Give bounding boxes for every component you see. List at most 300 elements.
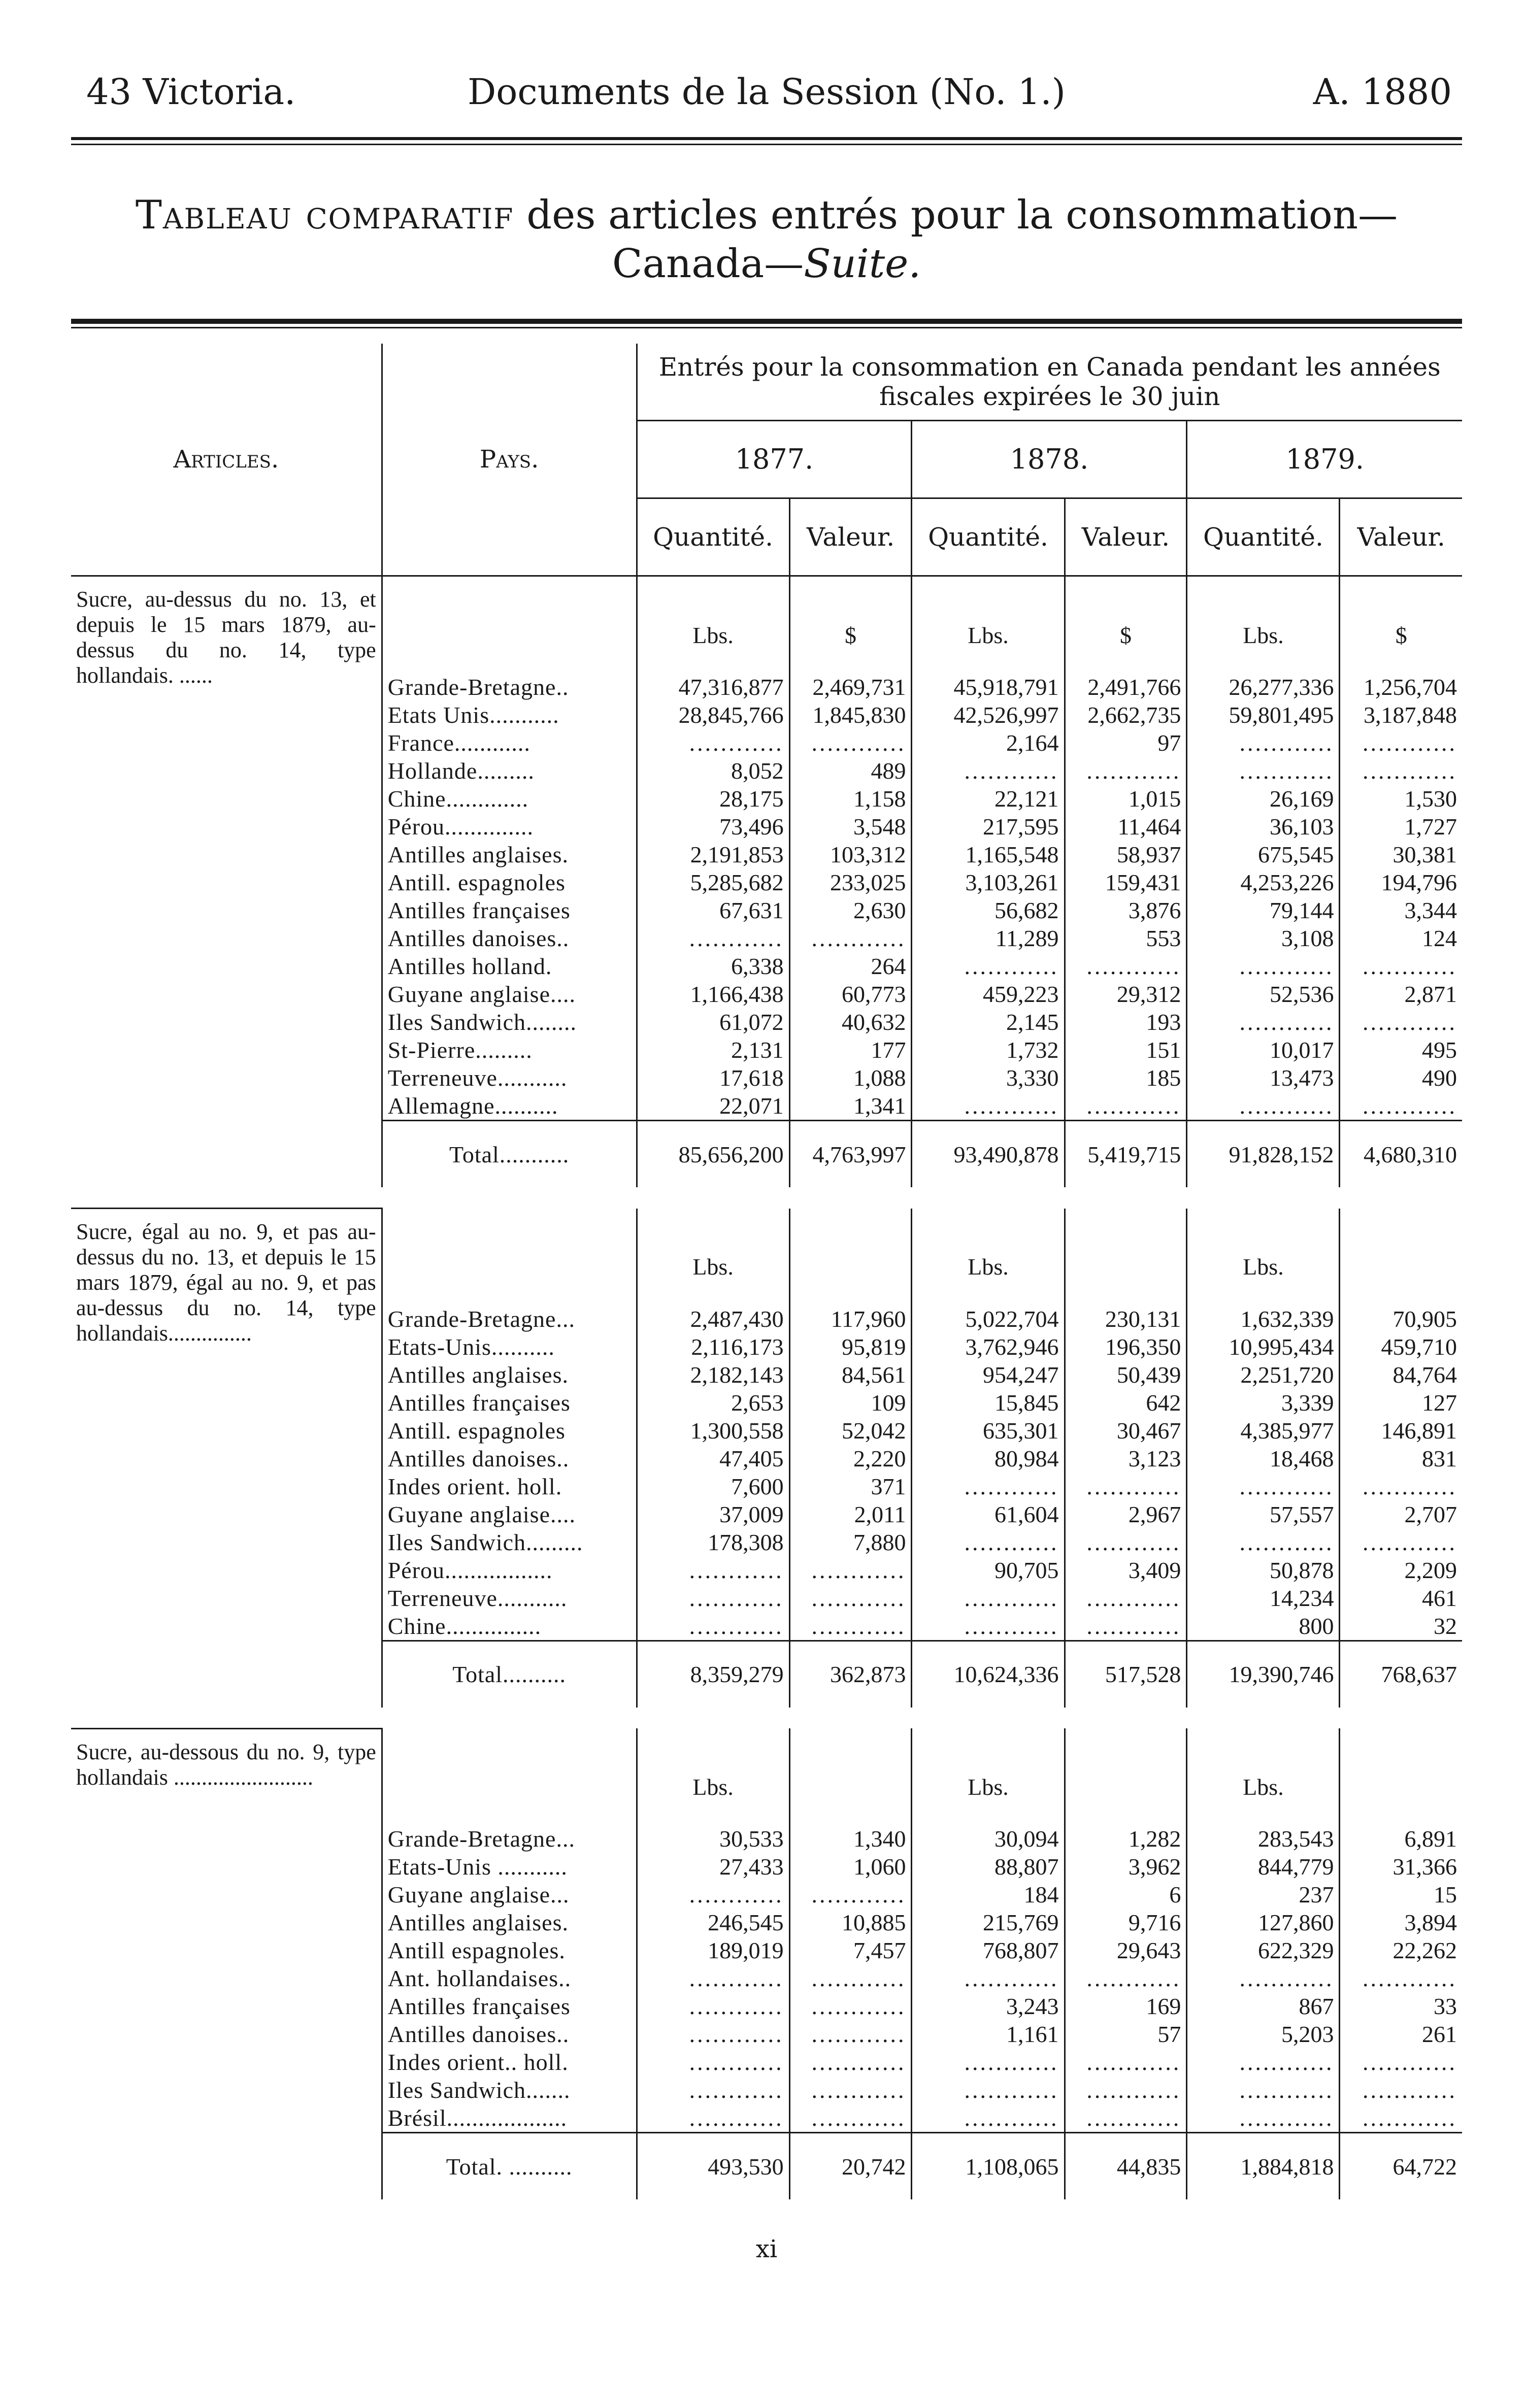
unit-quantite: Lbs.: [637, 1209, 789, 1305]
empty-cell: [789, 1556, 912, 1584]
quantite-cell: 3,243: [912, 1992, 1065, 2020]
title-rule-thin: [71, 327, 1462, 328]
unit-quantite: Lbs.: [912, 576, 1065, 674]
quantite-cell: 27,433: [637, 1853, 789, 1881]
units-row: [71, 576, 1462, 674]
empty-cell: [637, 2048, 789, 2076]
total-valeur: 5,419,715: [1065, 1121, 1187, 1188]
page: [71, 71, 1462, 2263]
valeur-cell: 124: [1340, 924, 1462, 952]
empty-cell: [637, 729, 789, 757]
valeur-cell: 84,561: [789, 1361, 912, 1389]
empty-cell: [637, 1992, 789, 2020]
valeur-cell: 22,262: [1340, 1936, 1462, 1964]
quantite-cell: 90,705: [912, 1556, 1065, 1584]
empty-cell: [1065, 2048, 1187, 2076]
pays-cell: Indes orient.. holl.: [382, 2048, 637, 2076]
quantite-cell: 215,769: [912, 1909, 1065, 1936]
empty-cell: [1340, 952, 1462, 980]
quantite-cell: 4,385,977: [1187, 1417, 1340, 1445]
total-quantite: 85,656,200: [637, 1121, 789, 1188]
valeur-cell: 495: [1340, 1036, 1462, 1064]
empty-cell: [912, 2048, 1065, 2076]
total-label: Total...........: [382, 1121, 637, 1188]
valeur-cell: 196,350: [1065, 1333, 1187, 1361]
quantite-cell: 47,316,877: [637, 673, 789, 701]
valeur-cell: 159,431: [1065, 868, 1187, 896]
pays-cell: Chine.............: [382, 785, 637, 813]
empty-cell: [1187, 2104, 1340, 2133]
valeur-cell: 193: [1065, 1008, 1187, 1036]
unit-quantite: Lbs.: [637, 1728, 789, 1825]
total-quantite: 93,490,878: [912, 1121, 1065, 1188]
valeur-cell: 1,256,704: [1340, 673, 1462, 701]
empty-cell: [912, 757, 1065, 785]
quantite-cell: 1,732: [912, 1036, 1065, 1064]
empty-cell: [789, 729, 912, 757]
valeur-cell: 264: [789, 952, 912, 980]
quantite-cell: 17,618: [637, 1064, 789, 1092]
empty-cell: [1065, 1473, 1187, 1500]
quantite-cell: 3,330: [912, 1064, 1065, 1092]
quantite-cell: 4,253,226: [1187, 868, 1340, 896]
unit-quantite: Lbs.: [1187, 576, 1340, 674]
valeur-cell: 2,011: [789, 1500, 912, 1528]
col-quantite: Quantité.: [637, 498, 789, 576]
pays-cell: Ant. hollandaises..: [382, 1964, 637, 1992]
valeur-cell: 30,381: [1340, 841, 1462, 868]
quantite-cell: 3,103,261: [912, 868, 1065, 896]
valeur-cell: 58,937: [1065, 841, 1187, 868]
empty-cell: [1065, 757, 1187, 785]
quantite-cell: 283,543: [1187, 1825, 1340, 1853]
empty-cell: [1187, 2048, 1340, 2076]
quantite-cell: 2,182,143: [637, 1361, 789, 1389]
unit-valeur: [1065, 1209, 1187, 1305]
empty-cell: [637, 924, 789, 952]
total-quantite: 1,108,065: [912, 2133, 1065, 2200]
empty-cell: [1065, 952, 1187, 980]
unit-valeur: [1065, 1728, 1187, 1825]
quantite-cell: 45,918,791: [912, 673, 1065, 701]
empty-cell: [1340, 1528, 1462, 1556]
total-quantite: 8,359,279: [637, 1641, 789, 1708]
empty-cell: [1187, 952, 1340, 980]
empty-cell: [912, 2104, 1065, 2133]
article-description: Sucre, égal au no. 9, et pas au-dessus du no. 13, et depuis le 15 mars 1879, égal au no. 9, et pas au-dessus du no. 14, type hollandais...............: [71, 1209, 382, 1708]
col-quantite: Quantité.: [912, 498, 1065, 576]
pays-cell: Antilles anglaises.: [382, 841, 637, 868]
valeur-cell: 2,491,766: [1065, 673, 1187, 701]
valeur-cell: 553: [1065, 924, 1187, 952]
empty-cell: [1065, 1584, 1187, 1612]
valeur-cell: 177: [789, 1036, 912, 1064]
pays-cell: Antilles anglaises.: [382, 1909, 637, 1936]
empty-cell: [1340, 2076, 1462, 2104]
empty-cell: [789, 2048, 912, 2076]
quantite-cell: 2,191,853: [637, 841, 789, 868]
empty-cell: [1187, 1473, 1340, 1500]
valeur-cell: 29,312: [1065, 980, 1187, 1008]
unit-quantite: Lbs.: [637, 576, 789, 674]
header-right: A. 1880: [1313, 71, 1452, 113]
valeur-cell: 2,662,735: [1065, 701, 1187, 729]
total-valeur: 20,742: [789, 2133, 912, 2200]
quantite-cell: 2,251,720: [1187, 1361, 1340, 1389]
pays-cell: France............: [382, 729, 637, 757]
empty-cell: [789, 2104, 912, 2133]
valeur-cell: 117,960: [789, 1305, 912, 1333]
empty-cell: [912, 1528, 1065, 1556]
valeur-cell: 3,187,848: [1340, 701, 1462, 729]
pays-cell: Antill. espagnoles: [382, 868, 637, 896]
col-valeur: Valeur.: [1065, 498, 1187, 576]
pays-cell: Indes orient. holl.: [382, 1473, 637, 1500]
valeur-cell: 1,282: [1065, 1825, 1187, 1853]
quantite-cell: 2,487,430: [637, 1305, 789, 1333]
unit-valeur: [1340, 1728, 1462, 1825]
valeur-cell: 40,632: [789, 1008, 912, 1036]
valeur-cell: 459,710: [1340, 1333, 1462, 1361]
quantite-cell: 1,166,438: [637, 980, 789, 1008]
pays-cell: Grande-Bretagne...: [382, 1305, 637, 1333]
pays-cell: Iles Sandwich.......: [382, 2076, 637, 2104]
empty-cell: [789, 2020, 912, 2048]
total-quantite: 10,624,336: [912, 1641, 1065, 1708]
quantite-cell: 11,289: [912, 924, 1065, 952]
quantite-cell: 800: [1187, 1612, 1340, 1641]
pays-cell: Pérou.................: [382, 1556, 637, 1584]
valeur-cell: 33: [1340, 1992, 1462, 2020]
valeur-cell: 3,962: [1065, 1853, 1187, 1881]
quantite-cell: 13,473: [1187, 1064, 1340, 1092]
header-rule: [71, 137, 1462, 145]
valeur-cell: 95,819: [789, 1333, 912, 1361]
pays-cell: Antilles anglaises.: [382, 1361, 637, 1389]
pays-cell: Antill espagnoles.: [382, 1936, 637, 1964]
empty-cell: [1065, 2076, 1187, 2104]
pays-cell: Guyane anglaise....: [382, 1500, 637, 1528]
empty-cell: [1065, 1612, 1187, 1641]
quantite-cell: 459,223: [912, 980, 1065, 1008]
valeur-cell: 57: [1065, 2020, 1187, 2048]
col-pays: Pays.: [382, 344, 637, 576]
valeur-cell: 50,439: [1065, 1361, 1187, 1389]
pays-empty: [382, 1728, 637, 1825]
quantite-cell: 6,338: [637, 952, 789, 980]
quantite-cell: 61,604: [912, 1500, 1065, 1528]
quantite-cell: 768,807: [912, 1936, 1065, 1964]
quantite-cell: 1,632,339: [1187, 1305, 1340, 1333]
valeur-cell: 6,891: [1340, 1825, 1462, 1853]
quantite-cell: 3,339: [1187, 1389, 1340, 1417]
quantite-cell: 42,526,997: [912, 701, 1065, 729]
empty-cell: [912, 1473, 1065, 1500]
unit-quantite: Lbs.: [912, 1209, 1065, 1305]
pays-cell: Etats Unis...........: [382, 701, 637, 729]
col-articles: Articles.: [71, 344, 382, 576]
valeur-cell: 1,340: [789, 1825, 912, 1853]
valeur-cell: 151: [1065, 1036, 1187, 1064]
empty-cell: [1187, 757, 1340, 785]
valeur-cell: 169: [1065, 1992, 1187, 2020]
empty-cell: [1340, 1092, 1462, 1121]
unit-quantite: Lbs.: [1187, 1728, 1340, 1825]
empty-cell: [1187, 729, 1340, 757]
valeur-cell: 831: [1340, 1445, 1462, 1473]
page-number: xi: [755, 2235, 778, 2263]
quantite-cell: 37,009: [637, 1500, 789, 1528]
quantite-cell: 5,022,704: [912, 1305, 1065, 1333]
total-valeur: 362,873: [789, 1641, 912, 1708]
total-valeur: 44,835: [1065, 2133, 1187, 2200]
empty-cell: [912, 1092, 1065, 1121]
valeur-cell: 3,344: [1340, 896, 1462, 924]
quantite-cell: 30,094: [912, 1825, 1065, 1853]
quantite-cell: 52,536: [1187, 980, 1340, 1008]
pays-cell: Antill. espagnoles: [382, 1417, 637, 1445]
valeur-cell: 489: [789, 757, 912, 785]
valeur-cell: 127: [1340, 1389, 1462, 1417]
valeur-cell: 109: [789, 1389, 912, 1417]
quantite-cell: 2,116,173: [637, 1333, 789, 1361]
quantite-cell: 2,653: [637, 1389, 789, 1417]
empty-cell: [789, 1584, 912, 1612]
quantite-cell: 10,017: [1187, 1036, 1340, 1064]
section-gap: [71, 1708, 1462, 1729]
quantite-cell: 2,145: [912, 1008, 1065, 1036]
valeur-cell: 233,025: [789, 868, 912, 896]
quantite-cell: 217,595: [912, 813, 1065, 841]
header-center: Documents de la Session (No. 1.): [468, 71, 1066, 113]
empty-cell: [637, 2104, 789, 2133]
pays-cell: Allemagne..........: [382, 1092, 637, 1121]
valeur-cell: 230,131: [1065, 1305, 1187, 1333]
quantite-cell: 954,247: [912, 1361, 1065, 1389]
empty-cell: [1340, 729, 1462, 757]
empty-cell: [912, 1964, 1065, 1992]
valeur-cell: 7,457: [789, 1936, 912, 1964]
pays-cell: Antilles holland.: [382, 952, 637, 980]
pays-cell: Antilles danoises..: [382, 2020, 637, 2048]
unit-valeur: [1340, 1209, 1462, 1305]
valeur-cell: 31,366: [1340, 1853, 1462, 1881]
quantite-cell: 61,072: [637, 1008, 789, 1036]
valeur-cell: 490: [1340, 1064, 1462, 1092]
empty-cell: [1065, 1964, 1187, 1992]
quantite-cell: 189,019: [637, 1936, 789, 1964]
valeur-cell: 1,845,830: [789, 701, 912, 729]
total-valeur: 517,528: [1065, 1641, 1187, 1708]
quantite-cell: 56,682: [912, 896, 1065, 924]
empty-cell: [637, 1612, 789, 1641]
total-quantite: 493,530: [637, 2133, 789, 2200]
pays-cell: Guyane anglaise...: [382, 1881, 637, 1909]
valeur-cell: 194,796: [1340, 868, 1462, 896]
valeur-cell: 3,894: [1340, 1909, 1462, 1936]
valeur-cell: 1,341: [789, 1092, 912, 1121]
unit-valeur: $: [1065, 576, 1187, 674]
section-gap: [71, 1187, 1462, 1209]
quantite-cell: 14,234: [1187, 1584, 1340, 1612]
unit-valeur: [789, 1728, 912, 1825]
valeur-cell: 2,967: [1065, 1500, 1187, 1528]
valeur-cell: 97: [1065, 729, 1187, 757]
col-span-title: Entrés pour la consommation en Canada pendant les années fiscales expirées le 30 juin: [637, 344, 1462, 421]
valeur-cell: 2,220: [789, 1445, 912, 1473]
quantite-cell: 28,175: [637, 785, 789, 813]
quantite-cell: 22,121: [912, 785, 1065, 813]
empty-cell: [1340, 1964, 1462, 1992]
unit-valeur: $: [1340, 576, 1462, 674]
empty-cell: [637, 2076, 789, 2104]
valeur-cell: 9,716: [1065, 1909, 1187, 1936]
valeur-cell: 261: [1340, 2020, 1462, 2048]
pays-cell: Antilles danoises..: [382, 1445, 637, 1473]
article-description: Sucre, au-dessous du no. 9, type hollandais .........................: [71, 1728, 382, 2199]
col-year-1877: 1877.: [637, 421, 912, 498]
valeur-cell: 461: [1340, 1584, 1462, 1612]
title-suite: Suite.: [804, 241, 921, 287]
pays-cell: Brésil...................: [382, 2104, 637, 2133]
empty-cell: [1187, 1528, 1340, 1556]
quantite-cell: 67,631: [637, 896, 789, 924]
empty-cell: [1065, 2104, 1187, 2133]
gap-cell: [71, 1187, 1462, 1209]
empty-cell: [1065, 1528, 1187, 1556]
valeur-cell: 84,764: [1340, 1361, 1462, 1389]
empty-cell: [912, 1612, 1065, 1641]
col-year-1879: 1879.: [1187, 421, 1462, 498]
pays-empty: [382, 576, 637, 674]
pays-cell: Terreneuve...........: [382, 1064, 637, 1092]
empty-cell: [1340, 1008, 1462, 1036]
valeur-cell: 2,707: [1340, 1500, 1462, 1528]
quantite-cell: 635,301: [912, 1417, 1065, 1445]
total-quantite: 1,884,818: [1187, 2133, 1340, 2200]
pays-cell: Etats-Unis..........: [382, 1333, 637, 1361]
valeur-cell: 70,905: [1340, 1305, 1462, 1333]
total-valeur: 64,722: [1340, 2133, 1462, 2200]
quantite-cell: 73,496: [637, 813, 789, 841]
valeur-cell: 10,885: [789, 1909, 912, 1936]
empty-cell: [912, 952, 1065, 980]
total-label: Total..........: [382, 1641, 637, 1708]
pays-cell: Grande-Bretagne...: [382, 1825, 637, 1853]
valeur-cell: 1,530: [1340, 785, 1462, 813]
quantite-cell: 5,203: [1187, 2020, 1340, 2048]
valeur-cell: 3,123: [1065, 1445, 1187, 1473]
unit-valeur: $: [789, 576, 912, 674]
empty-cell: [789, 1612, 912, 1641]
units-row: [71, 1209, 1462, 1305]
quantite-cell: 2,131: [637, 1036, 789, 1064]
units-row: [71, 1728, 1462, 1825]
quantite-cell: 1,300,558: [637, 1417, 789, 1445]
quantite-cell: 246,545: [637, 1909, 789, 1936]
quantite-cell: 10,995,434: [1187, 1333, 1340, 1361]
valeur-cell: 15: [1340, 1881, 1462, 1909]
quantite-cell: 26,169: [1187, 785, 1340, 813]
valeur-cell: 1,158: [789, 785, 912, 813]
valeur-cell: 11,464: [1065, 813, 1187, 841]
empty-cell: [637, 1556, 789, 1584]
pays-cell: Pérou..............: [382, 813, 637, 841]
quantite-cell: 184: [912, 1881, 1065, 1909]
pays-cell: Terreneuve...........: [382, 1584, 637, 1612]
empty-cell: [789, 1992, 912, 2020]
title-rule-thick: [71, 319, 1462, 324]
article-description: Sucre, au-dessus du no. 13, et depuis le 15 mars 1879, au-dessus du no. 14, type hollandais. ......: [71, 576, 382, 1188]
quantite-cell: 867: [1187, 1992, 1340, 2020]
quantite-cell: 3,108: [1187, 924, 1340, 952]
valeur-cell: 103,312: [789, 841, 912, 868]
quantite-cell: 47,405: [637, 1445, 789, 1473]
quantite-cell: 127,860: [1187, 1909, 1340, 1936]
pays-cell: Iles Sandwich.........: [382, 1528, 637, 1556]
quantite-cell: 79,144: [1187, 896, 1340, 924]
page-title: [71, 191, 1462, 288]
title-line1: des articles entrés pour la consommation—: [514, 192, 1398, 238]
empty-cell: [1340, 1473, 1462, 1500]
empty-cell: [637, 2020, 789, 2048]
valeur-cell: 3,876: [1065, 896, 1187, 924]
valeur-cell: 2,630: [789, 896, 912, 924]
unit-quantite: Lbs.: [912, 1728, 1065, 1825]
quantite-cell: 28,845,766: [637, 701, 789, 729]
pays-cell: Iles Sandwich........: [382, 1008, 637, 1036]
col-valeur: Valeur.: [789, 498, 912, 576]
valeur-cell: 3,548: [789, 813, 912, 841]
total-valeur: 4,680,310: [1340, 1121, 1462, 1188]
valeur-cell: 2,209: [1340, 1556, 1462, 1584]
quantite-cell: 8,052: [637, 757, 789, 785]
title-small-caps: Tableau comparatif: [135, 192, 514, 238]
quantite-cell: 622,329: [1187, 1936, 1340, 1964]
pays-cell: Antilles françaises: [382, 896, 637, 924]
valeur-cell: 1,060: [789, 1853, 912, 1881]
quantite-cell: 1,165,548: [912, 841, 1065, 868]
unit-valeur: [789, 1209, 912, 1305]
pays-cell: Hollande.........: [382, 757, 637, 785]
quantite-cell: 57,557: [1187, 1500, 1340, 1528]
valeur-cell: 6: [1065, 1881, 1187, 1909]
quantite-cell: 1,161: [912, 2020, 1065, 2048]
valeur-cell: 29,643: [1065, 1936, 1187, 1964]
empty-cell: [637, 1584, 789, 1612]
quantite-cell: 22,071: [637, 1092, 789, 1121]
empty-cell: [912, 1584, 1065, 1612]
title-line2: Canada—: [612, 241, 804, 287]
valeur-cell: 146,891: [1340, 1417, 1462, 1445]
col-year-1878: 1878.: [912, 421, 1187, 498]
quantite-cell: 18,468: [1187, 1445, 1340, 1473]
valeur-cell: 2,871: [1340, 980, 1462, 1008]
valeur-cell: 30,467: [1065, 1417, 1187, 1445]
empty-cell: [1340, 2048, 1462, 2076]
quantite-cell: 237: [1187, 1881, 1340, 1909]
total-quantite: 91,828,152: [1187, 1121, 1340, 1188]
total-valeur: 768,637: [1340, 1641, 1462, 1708]
pays-cell: Antilles françaises: [382, 1389, 637, 1417]
valeur-cell: 371: [789, 1473, 912, 1500]
quantite-cell: 30,533: [637, 1825, 789, 1853]
pays-cell: Antilles danoises..: [382, 924, 637, 952]
valeur-cell: 60,773: [789, 980, 912, 1008]
comparative-table: [71, 344, 1462, 2199]
pays-cell: Antilles françaises: [382, 1992, 637, 2020]
total-valeur: 4,763,997: [789, 1121, 912, 1188]
